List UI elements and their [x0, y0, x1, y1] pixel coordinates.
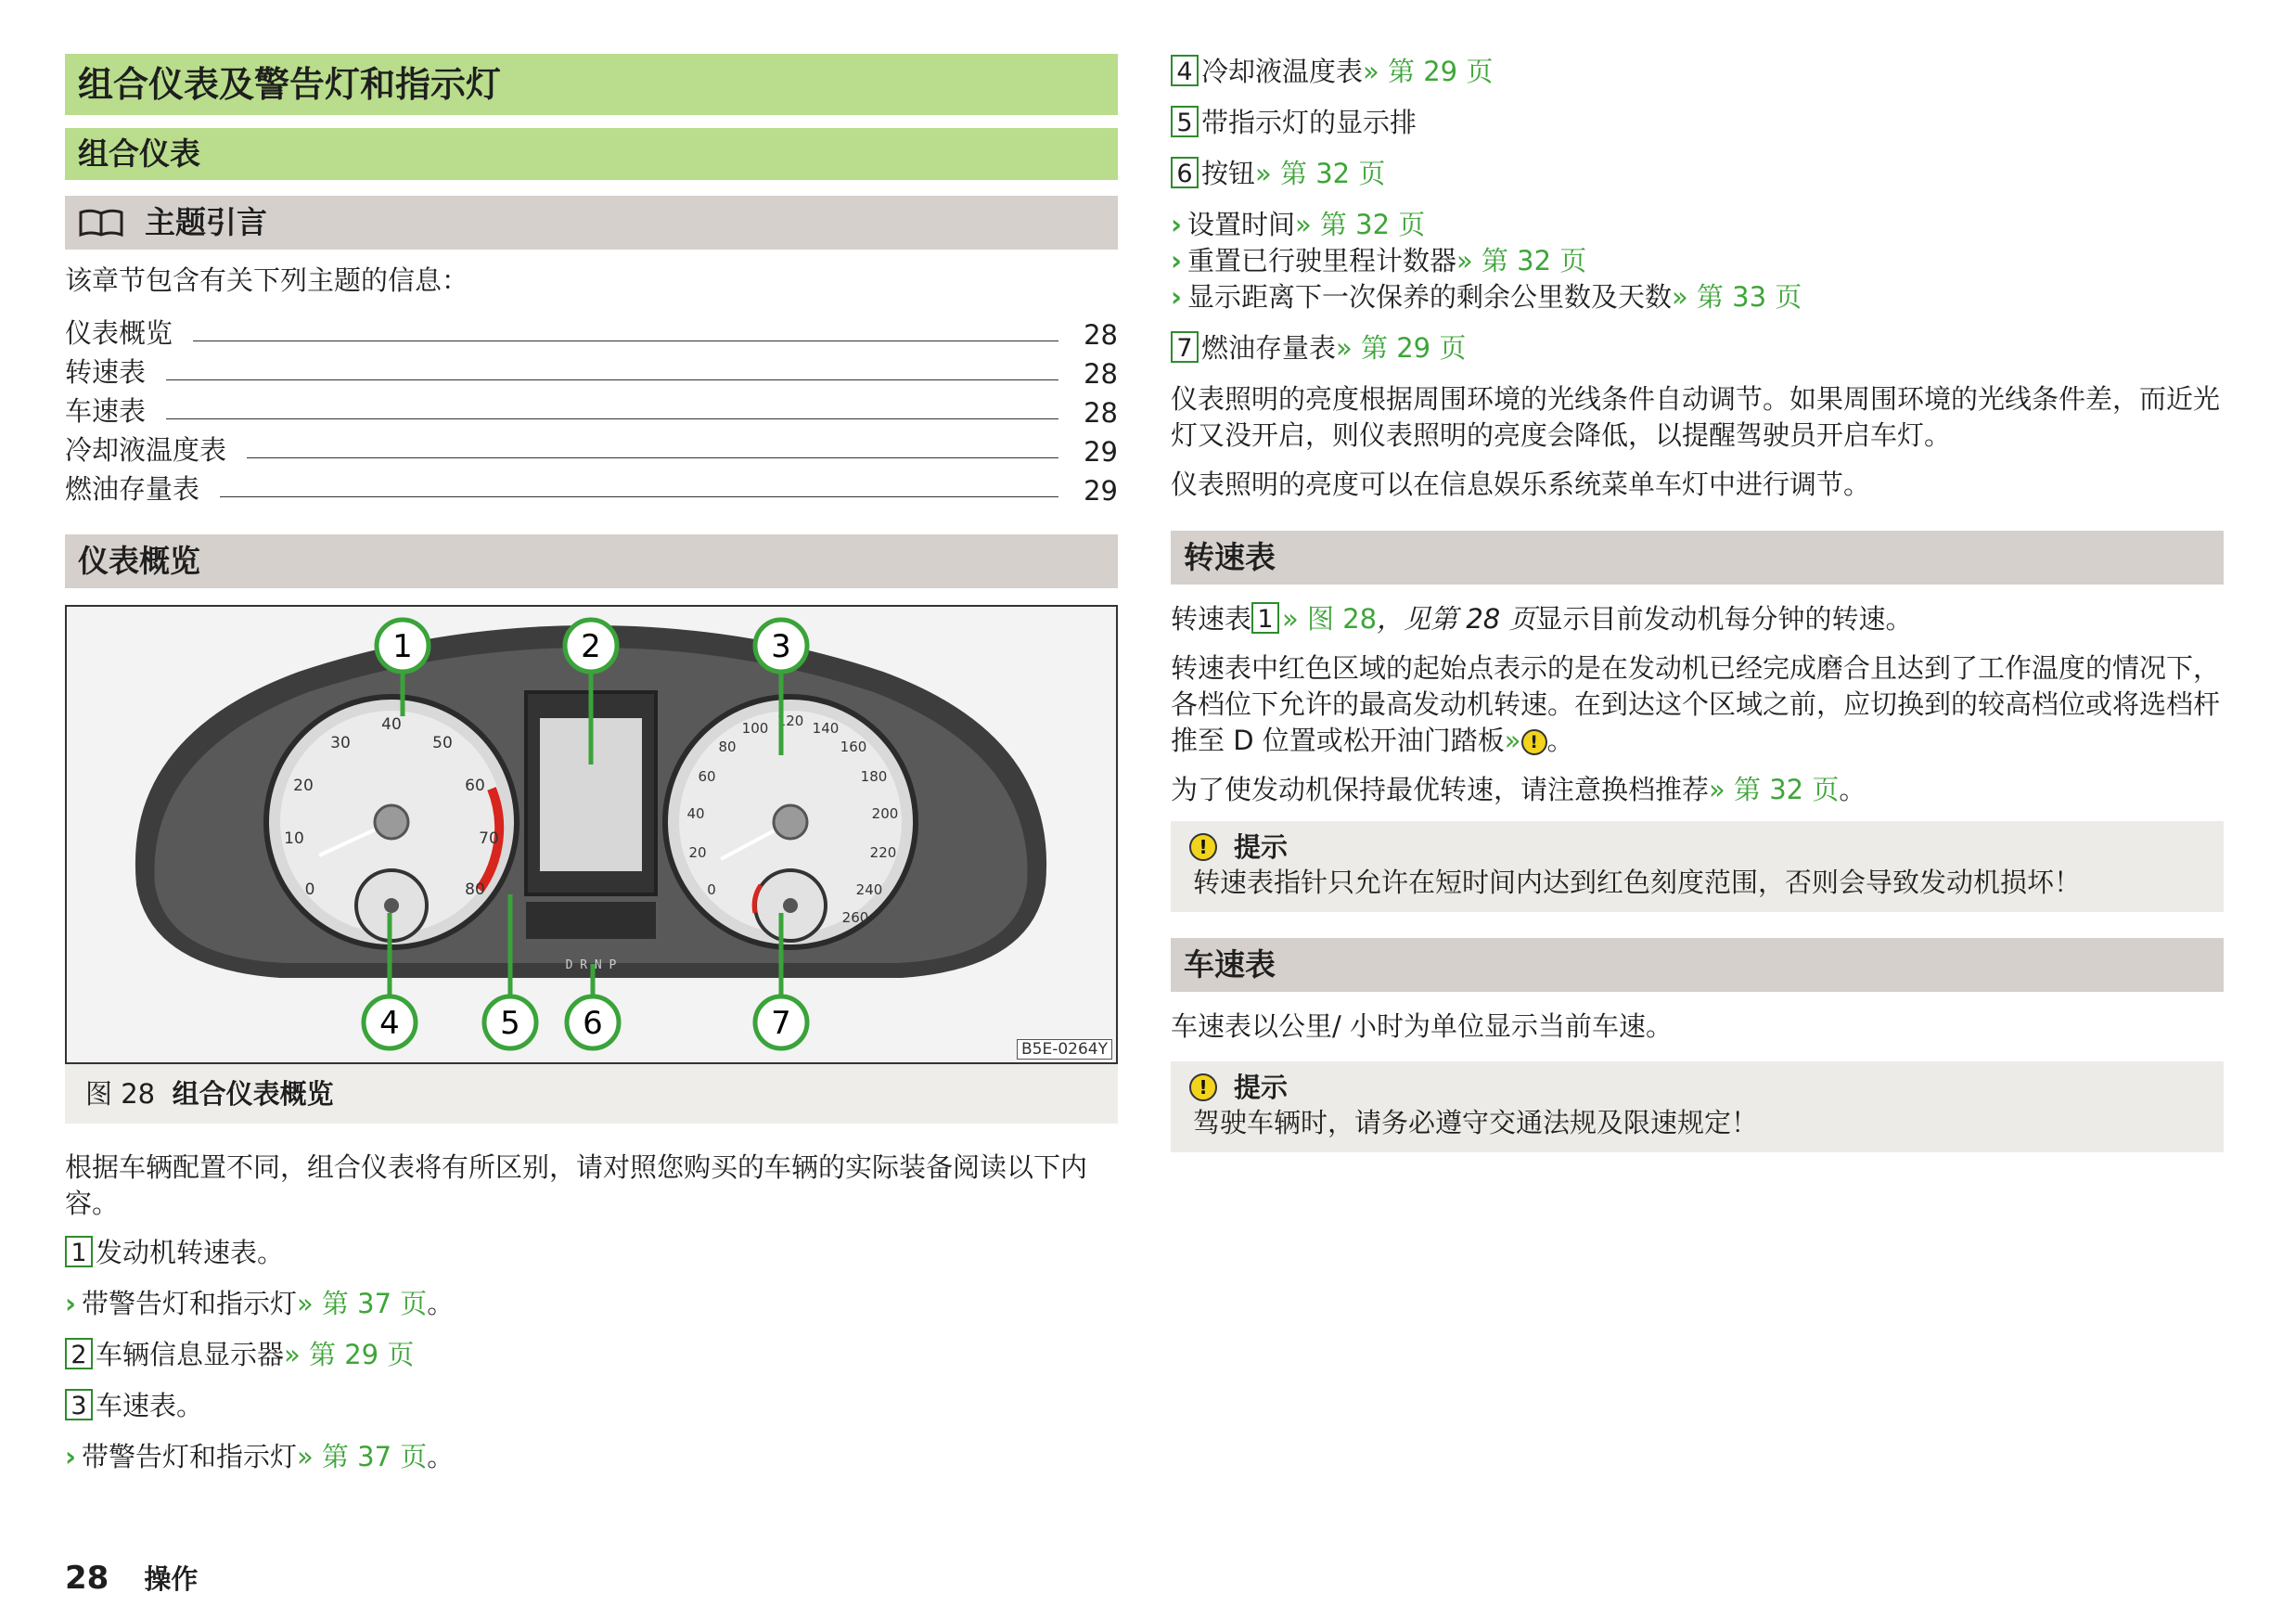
tick-label: 100 [741, 720, 769, 737]
toc-leader [247, 457, 1058, 458]
svg-text:5: 5 [500, 1005, 520, 1042]
tick-label: 70 [479, 829, 499, 848]
callout-1 [377, 620, 429, 672]
page-link[interactable]: » 第 32 页 [1255, 158, 1386, 189]
tacho-p3: 为了使发动机保持最优转速，请注意换档推荐» 第 32 页。 [1171, 774, 1866, 805]
speedo-heading: 车速表 [1171, 938, 2224, 992]
figure-link[interactable]: » 图 28 [1282, 603, 1378, 635]
chevron-right-icon: › [65, 1441, 76, 1472]
page-link[interactable]: » 第 32 页 [1456, 245, 1587, 276]
tick-label: 240 [855, 881, 883, 898]
page-link[interactable]: » 第 32 页 [1294, 209, 1426, 240]
toc-label: 冷却液温度表 [65, 434, 227, 466]
figure-title: 组合仪表概览 [172, 1078, 334, 1110]
page-link[interactable]: » 第 37 页 [296, 1441, 428, 1472]
page-link[interactable]: » 第 32 页 [1709, 774, 1840, 805]
page-link[interactable]: » 第 33 页 [1671, 281, 1802, 313]
tick-label: 30 [330, 734, 351, 752]
list-item: 1 发动机转速表。 [65, 1235, 1118, 1271]
page-link[interactable]: » 第 29 页 [1363, 56, 1494, 87]
callout-3 [755, 620, 807, 672]
sub-item: › 设置时间» 第 32 页 [1171, 209, 1426, 240]
toc-label: 车速表 [65, 395, 147, 427]
tick-label: 140 [812, 720, 840, 737]
toc-page: 28 [1084, 319, 1118, 351]
chapter-title: 组合仪表及警告灯和指示灯 [65, 54, 1118, 115]
tick-label: 60 [698, 768, 716, 785]
item-badge: 1 [65, 1236, 93, 1267]
toc-label: 仪表概览 [65, 317, 173, 349]
warning-circle-icon: ! [1189, 1073, 1217, 1101]
tick-label: 40 [686, 805, 705, 822]
figure-caption [65, 1064, 1118, 1124]
callout-4 [364, 996, 416, 1048]
page-link[interactable]: » 第 29 页 [284, 1339, 415, 1370]
note-title: 提示 [1234, 1072, 1289, 1103]
page-link[interactable]: » 第 37 页 [296, 1288, 428, 1319]
note-body: 转速表指针只允许在短时间内达到红色刻度范围，否则会导致发动机损坏！ [1193, 867, 2082, 898]
callout-7 [755, 996, 807, 1048]
toc-row[interactable] [65, 390, 1118, 429]
toc-leader [166, 418, 1058, 419]
svg-text:3: 3 [771, 628, 791, 665]
book-icon [78, 207, 124, 238]
speedo-p1: 车速表以公里/ 小时为单位显示当前车速。 [1171, 1010, 1673, 1042]
tick-label: 200 [871, 805, 899, 822]
tick-label: 80 [718, 739, 737, 755]
tick-label: 0 [707, 881, 716, 898]
intro-text: 该章节包含有关下列主题的信息： [65, 264, 469, 296]
note-body: 驾驶车辆时，请务必遵守交通法规及限速规定！ [1193, 1107, 1759, 1138]
toc-page: 28 [1084, 397, 1118, 429]
tick-label: 120 [776, 713, 804, 729]
svg-text:1: 1 [392, 628, 413, 665]
tick-label: 10 [284, 829, 304, 848]
list-item: 6 按钮» 第 32 页 [1171, 156, 2224, 192]
para-brightness-menu: 仪表照明的亮度可以在信息娱乐系统菜单车灯中进行调节。 [1171, 469, 1871, 500]
left-column [65, 54, 1118, 1490]
toc-page: 29 [1084, 436, 1118, 468]
toc-label: 燃油存量表 [65, 473, 200, 505]
para-brightness: 仪表照明的亮度根据周围环境的光线条件自动调节。如果周围环境的光线条件差，而近光灯又没开启，则仪表照明的亮度会降低，以提醒驾驶员开启车灯。 [1171, 383, 2221, 451]
toc-page: 28 [1084, 358, 1118, 390]
right-column [1171, 54, 2224, 1152]
page-number: 28 [65, 1560, 109, 1597]
item-badge: 2 [65, 1338, 93, 1369]
figure-number: 图 28 [85, 1078, 156, 1110]
gear-indicator: D R N P [565, 958, 617, 972]
sub-item: › 重置已行驶里程计数器» 第 32 页 [1171, 245, 1587, 276]
tick-label: 20 [688, 844, 707, 861]
list-item: 5 带指示灯的显示排 [1171, 105, 2224, 141]
callout-2 [565, 620, 617, 672]
chevron-right-icon: › [65, 1288, 76, 1319]
svg-text:2: 2 [581, 628, 601, 665]
item-badge: 3 [65, 1389, 93, 1420]
overview-heading: 仪表概览 [65, 534, 1118, 588]
callout-5 [484, 996, 536, 1048]
tacho-p1: 转速表 1 » 图 28，见第 28 页显示目前发动机每分钟的转速。 [1171, 603, 1913, 635]
section-title: 组合仪表 [65, 128, 1118, 180]
item-badge: 4 [1171, 55, 1199, 86]
sub-item: › 显示距离下一次保养的剩余公里数及天数» 第 33 页 [1171, 281, 1802, 313]
page-footer [65, 1559, 198, 1597]
tick-label: 60 [465, 777, 485, 795]
toc-row[interactable] [65, 351, 1118, 390]
figure-code: B5E-0264Y [1017, 1039, 1112, 1060]
intro-heading-label: 主题引言 [145, 204, 267, 240]
list-item: 2 车辆信息显示器» 第 29 页 [65, 1337, 1118, 1373]
warning-link[interactable]: » [1504, 725, 1521, 756]
warning-circle-icon[interactable]: ! [1521, 729, 1547, 755]
tacho-note [1171, 821, 2224, 912]
chevron-right-icon: › [1171, 245, 1182, 276]
svg-text:6: 6 [583, 1005, 603, 1042]
toc-row[interactable] [65, 468, 1118, 507]
tick-label: 180 [860, 768, 888, 785]
tick-label: 160 [840, 739, 867, 755]
chevron-right-icon: › [1171, 209, 1182, 240]
list-item: › 带警告灯和指示灯» 第 37 页。 [65, 1288, 455, 1319]
list-item: › 带警告灯和指示灯» 第 37 页。 [65, 1441, 455, 1472]
toc-label: 转速表 [65, 356, 147, 388]
list-item: 4 冷却液温度表» 第 29 页 [1171, 54, 2224, 90]
note-title: 提示 [1234, 831, 1289, 863]
item-badge: 1 [1251, 602, 1279, 634]
tick-label: 220 [869, 844, 897, 861]
tick-label: 40 [381, 715, 402, 734]
callout-6 [567, 996, 619, 1048]
page-link[interactable]: » 第 29 页 [1336, 332, 1467, 364]
instrument-cluster-illustration [67, 607, 1116, 1062]
speedo-note [1171, 1061, 2224, 1152]
instrument-cluster-figure [65, 605, 1118, 1064]
svg-text:7: 7 [771, 1005, 791, 1042]
tick-label: 0 [304, 880, 315, 899]
tick-label: 50 [432, 734, 453, 752]
item-badge: 6 [1171, 157, 1199, 188]
svg-text:4: 4 [379, 1005, 400, 1042]
toc-leader [220, 496, 1058, 497]
tick-label: 260 [841, 909, 869, 926]
item-badge: 7 [1171, 331, 1199, 363]
tacho-heading: 转速表 [1171, 531, 2224, 585]
list-item: 3 车速表。 [65, 1388, 1118, 1424]
section-name: 操作 [144, 1563, 199, 1595]
body-text: 根据车辆配置不同，组合仪表将有所区别，请对照您购买的车辆的实际装备阅读以下内容。 [65, 1151, 1088, 1219]
tacho-p2: 转速表中红色区域的起始点表示的是在发动机已经完成磨合且达到了工作温度的情况下，各档位下允许的最高发动机转速。在到达这个区域之前，应切换到的较高档位或将选档杆推至 D 位置或松开油门踏板» ! 。 [1171, 652, 2221, 756]
intro-heading [65, 196, 1118, 250]
tick-label: 80 [465, 880, 485, 899]
toc-row[interactable] [65, 312, 1118, 351]
list-item: 7 燃油存量表» 第 29 页 [1171, 330, 2224, 366]
toc-leader [166, 379, 1058, 380]
tick-label: 20 [293, 777, 314, 795]
toc-row[interactable] [65, 429, 1118, 468]
chevron-right-icon: › [1171, 281, 1182, 313]
toc-page: 29 [1084, 475, 1118, 507]
item-badge: 5 [1171, 106, 1199, 137]
warning-circle-icon: ! [1189, 833, 1217, 861]
toc-list [65, 312, 1118, 507]
